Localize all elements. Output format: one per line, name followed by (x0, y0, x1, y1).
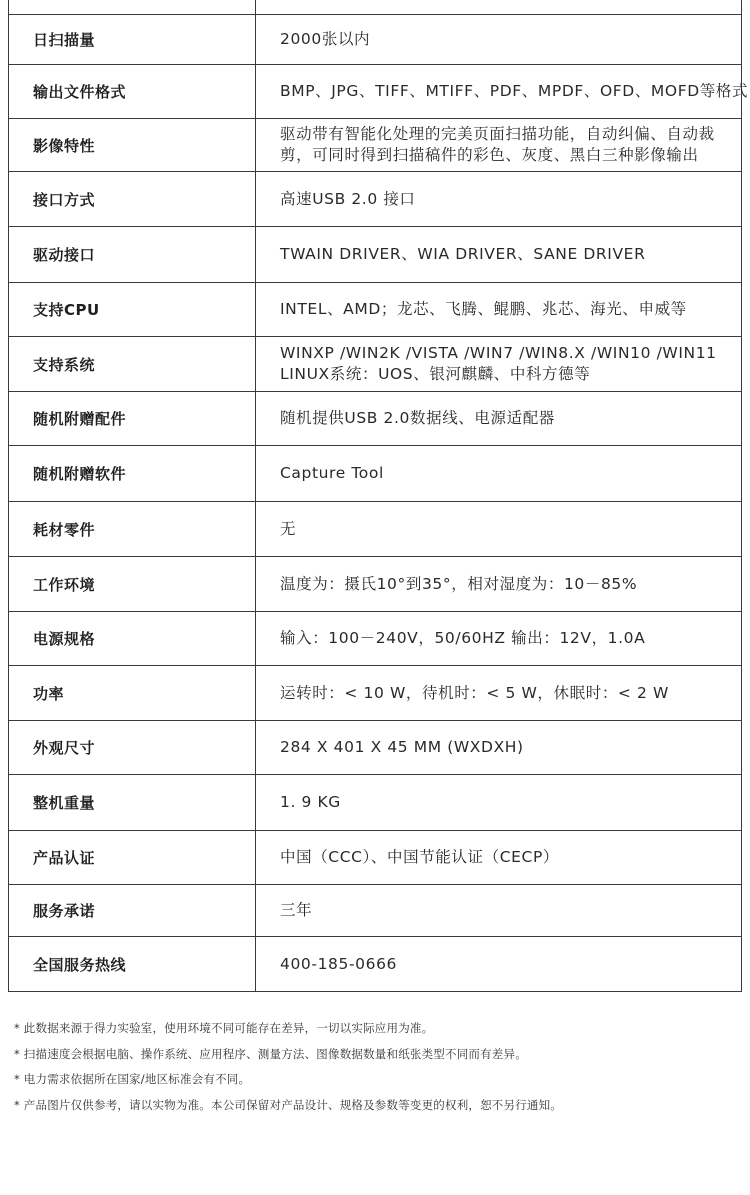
spec-value-line: 运转时：< 10 W，待机时：< 5 W，休眠时：< 2 W (280, 683, 669, 702)
spec-value-line: TWAIN DRIVER、WIA DRIVER、SANE DRIVER (280, 245, 646, 263)
table-row (9, 502, 742, 557)
spec-value (256, 15, 742, 65)
spec-value (256, 502, 742, 557)
table-row (9, 775, 742, 831)
spec-value (256, 0, 742, 15)
spec-label (9, 0, 256, 15)
spec-value (256, 283, 742, 337)
spec-label: 全国服务热线 (9, 937, 256, 992)
spec-value-line: 三年 (280, 901, 313, 919)
table-row (9, 937, 742, 992)
table-row (9, 392, 742, 446)
spec-value (256, 666, 742, 721)
table-row (9, 337, 742, 392)
footnote-item: * 扫描速度会根据电脑、操作系统、应用程序、测量方法、图像数据数量和纸张类型不同而有差异。 (14, 1046, 527, 1061)
spec-label: 接口方式 (9, 172, 256, 227)
spec-label: 服务承诺 (9, 885, 256, 937)
spec-value-line: 284 X 401 X 45 MM (WXDXH) (280, 738, 524, 756)
spec-value-line: 高速USB 2.0 接口 (280, 189, 416, 208)
spec-table (8, 0, 749, 992)
spec-value (256, 172, 742, 227)
spec-table-body (9, 0, 749, 992)
spec-value (256, 392, 742, 446)
spec-label: 支持CPU (9, 283, 256, 337)
spec-label: 耗材零件 (9, 502, 256, 557)
spec-value-line: 随机提供USB 2.0数据线、电源适配器 (280, 409, 555, 427)
table-row (9, 119, 742, 172)
spec-label: 产品认证 (9, 831, 256, 885)
footnote-item: * 产品图片仅供参考，请以实物为准。本公司保留对产品设计、规格及参数等变更的权利，恕不另行通知。 (14, 1097, 562, 1112)
spec-label: 功率 (9, 666, 256, 721)
spec-label: 整机重量 (9, 775, 256, 831)
table-row (9, 557, 742, 612)
spec-value-line: 剪，可同时得到扫描稿件的彩色、灰度、黑白三种影像输出 (280, 146, 699, 164)
spec-value-line: 1. 9 KG (280, 793, 341, 811)
table-row (9, 721, 742, 775)
table-row (9, 172, 742, 227)
table-row (9, 227, 742, 283)
spec-value (256, 775, 742, 831)
table-row (9, 65, 742, 119)
spec-label: 驱动接口 (9, 227, 256, 283)
spec-value-line: Capture Tool (280, 464, 384, 482)
table-row (9, 831, 742, 885)
table-row (9, 612, 742, 666)
spec-value (256, 885, 742, 937)
spec-label: 输出文件格式 (9, 65, 256, 119)
spec-label: 影像特性 (9, 119, 256, 172)
spec-value-line: BMP、JPG、TIFF、MTIFF、PDF、MPDF、OFD、MOFD等格式 (280, 82, 749, 100)
table-row (9, 283, 742, 337)
spec-value-line: LINUX系统：UOS、银河麒麟、中科方德等 (280, 365, 591, 383)
spec-value-line: 中国（CCC）、中国节能认证（CECP） (280, 848, 560, 866)
spec-value (256, 612, 742, 666)
spec-value-line: 温度为：摄氏10°到35°，相对湿度为：10－85% (280, 574, 638, 593)
spec-value (256, 557, 742, 612)
spec-label: 日扫描量 (9, 15, 256, 65)
footnote-item: * 此数据来源于得力实验室，使用环境不同可能存在差异，一切以实际应用为准。 (14, 1021, 434, 1035)
spec-value-line: 输入：100－240V，50/60HZ 输出：12V，1.0A (280, 629, 646, 647)
spec-value-line: 400-185-0666 (280, 954, 398, 973)
table-row (9, 0, 742, 15)
spec-value (256, 337, 742, 392)
spec-label: 支持系统 (9, 337, 256, 392)
spec-label: 工作环境 (9, 557, 256, 612)
spec-label: 外观尺寸 (9, 721, 256, 775)
spec-value (256, 721, 742, 775)
spec-value (256, 937, 742, 992)
spec-value-line: 无 (280, 519, 297, 538)
spec-value (256, 831, 742, 885)
table-row (9, 15, 742, 65)
table-row (9, 666, 742, 721)
table-row (9, 885, 742, 937)
footnote-item: * 电力需求依据所在国家/地区标准会有不同。 (14, 1072, 251, 1086)
spec-value-line: INTEL、AMD；龙芯、飞腾、鲲鹏、兆芯、海光、申威等 (280, 300, 687, 318)
spec-value (256, 227, 742, 283)
spec-value-line: WINXP /WIN2K /VISTA /WIN7 /WIN8.X /WIN10 /WIN11 (280, 344, 717, 362)
table-row (9, 446, 742, 502)
spec-value-line: 2000张以内 (280, 30, 371, 48)
spec-value (256, 446, 742, 502)
spec-value (256, 119, 742, 172)
spec-label: 随机附赠软件 (9, 446, 256, 502)
spec-value-line: 驱动带有智能化处理的完美页面扫描功能，自动纠偏、自动裁 (280, 125, 715, 143)
spec-label: 电源规格 (9, 612, 256, 666)
spec-value (256, 65, 749, 119)
footnotes (14, 1016, 740, 1118)
spec-label: 随机附赠配件 (9, 392, 256, 446)
